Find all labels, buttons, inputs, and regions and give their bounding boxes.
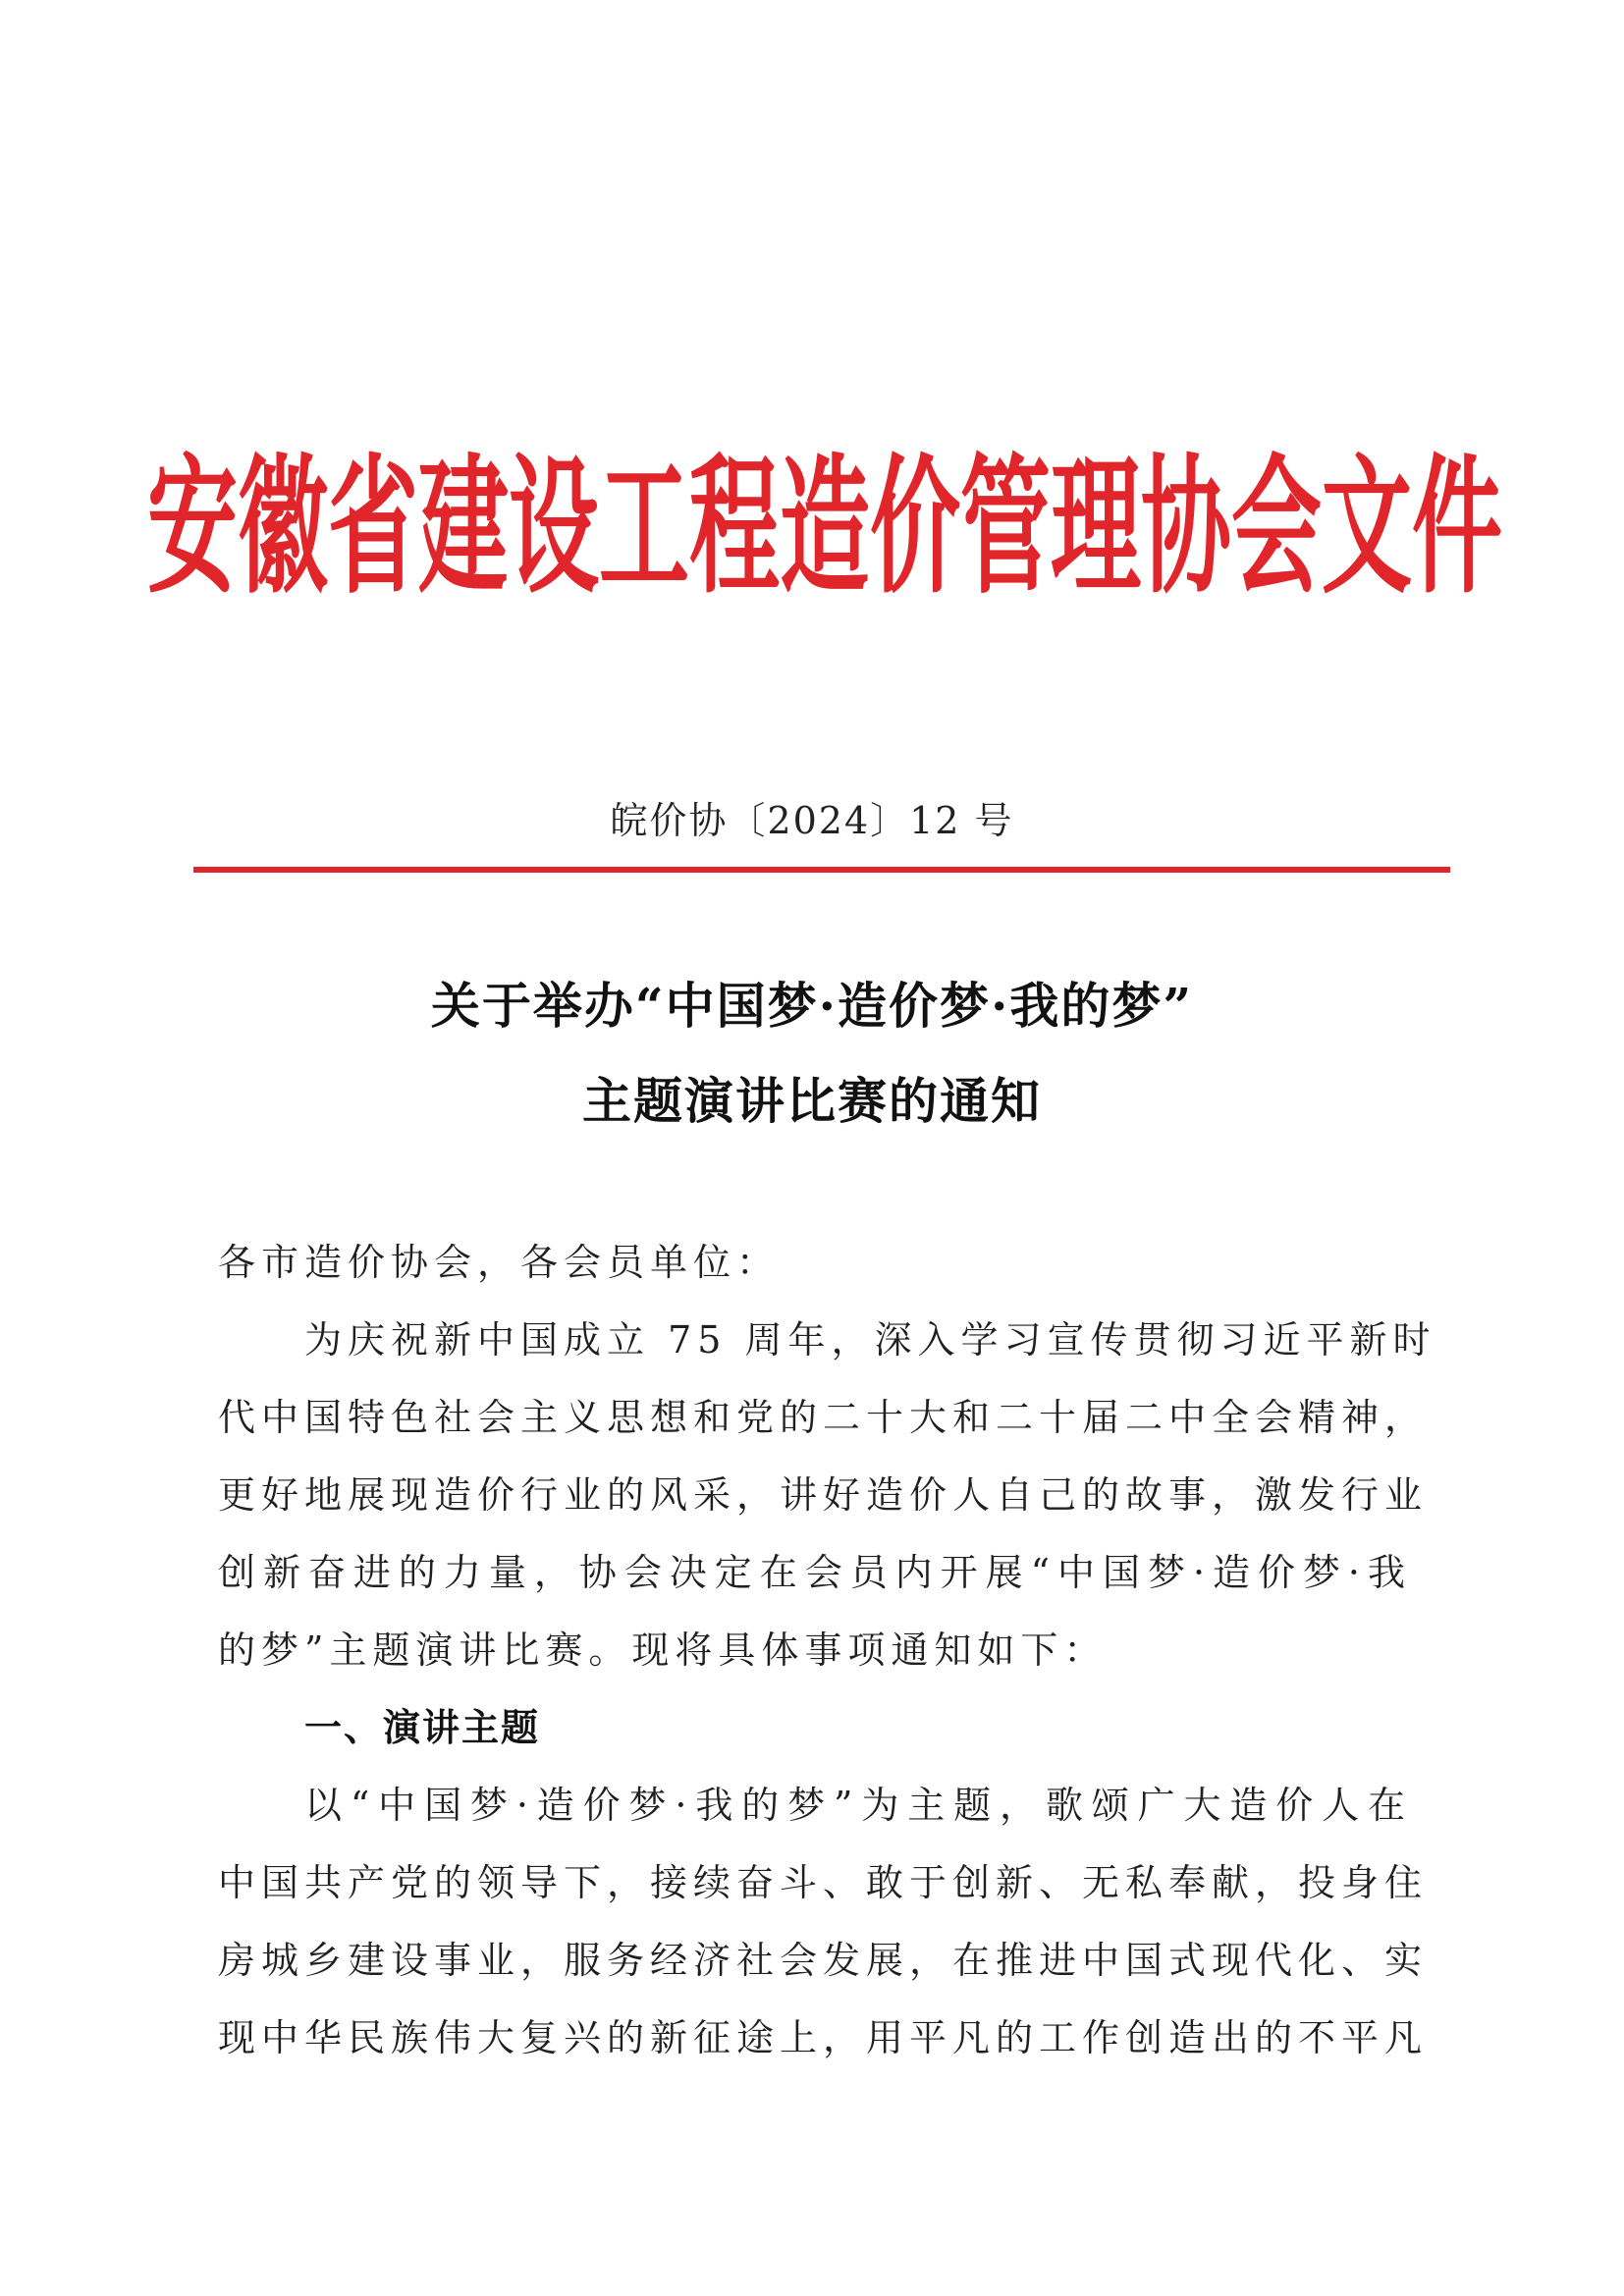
section-paragraph-line: 中国共产党的领导下，接续奋斗、敢于创新、无私奉献，投身住 xyxy=(218,1861,1429,1904)
intro-paragraph-line: 更好地展现造价行业的风采，讲好造价人自己的故事，激发行业 xyxy=(218,1473,1429,1517)
section-paragraph-line: 现中华民族伟大复兴的新征途上，用平凡的工作创造出的不平凡 xyxy=(218,2016,1429,2059)
masthead-title: 安徽省建设工程造价管理协会文件 xyxy=(147,441,1503,614)
salutation: 各市造价协会，各会员单位： xyxy=(218,1241,781,1284)
intro-paragraph-line: 代中国特色社会主义思想和党的二十大和二十届二中全会精神， xyxy=(218,1396,1429,1439)
section-heading-speech-theme: 一、演讲主题 xyxy=(304,1706,541,1749)
section-paragraph-line: 以“中国梦·造价梦·我的梦”为主题，歌颂广大造价人在 xyxy=(304,1784,1411,1827)
notice-title-line-2: 主题演讲比赛的通知 xyxy=(582,1072,1042,1130)
section-paragraph-line: 房城乡建设事业，服务经济社会发展，在推进中国式现代化、实 xyxy=(218,1939,1429,1982)
intro-paragraph-line: 创新奋进的力量，协会决定在会员内开展“中国梦·造价梦·我 xyxy=(218,1551,1411,1594)
document-number: 皖价协〔2024〕12 号 xyxy=(610,799,1014,842)
intro-paragraph-line: 为庆祝新中国成立 75 周年，深入学习宣传贯彻习近平新时 xyxy=(304,1318,1436,1362)
notice-title-line-1: 关于举办“中国梦·造价梦·我的梦” xyxy=(430,977,1194,1035)
red-divider xyxy=(193,867,1450,873)
intro-paragraph-line: 的梦”主题演讲比赛。现将具体事项通知如下： xyxy=(218,1629,1108,1672)
